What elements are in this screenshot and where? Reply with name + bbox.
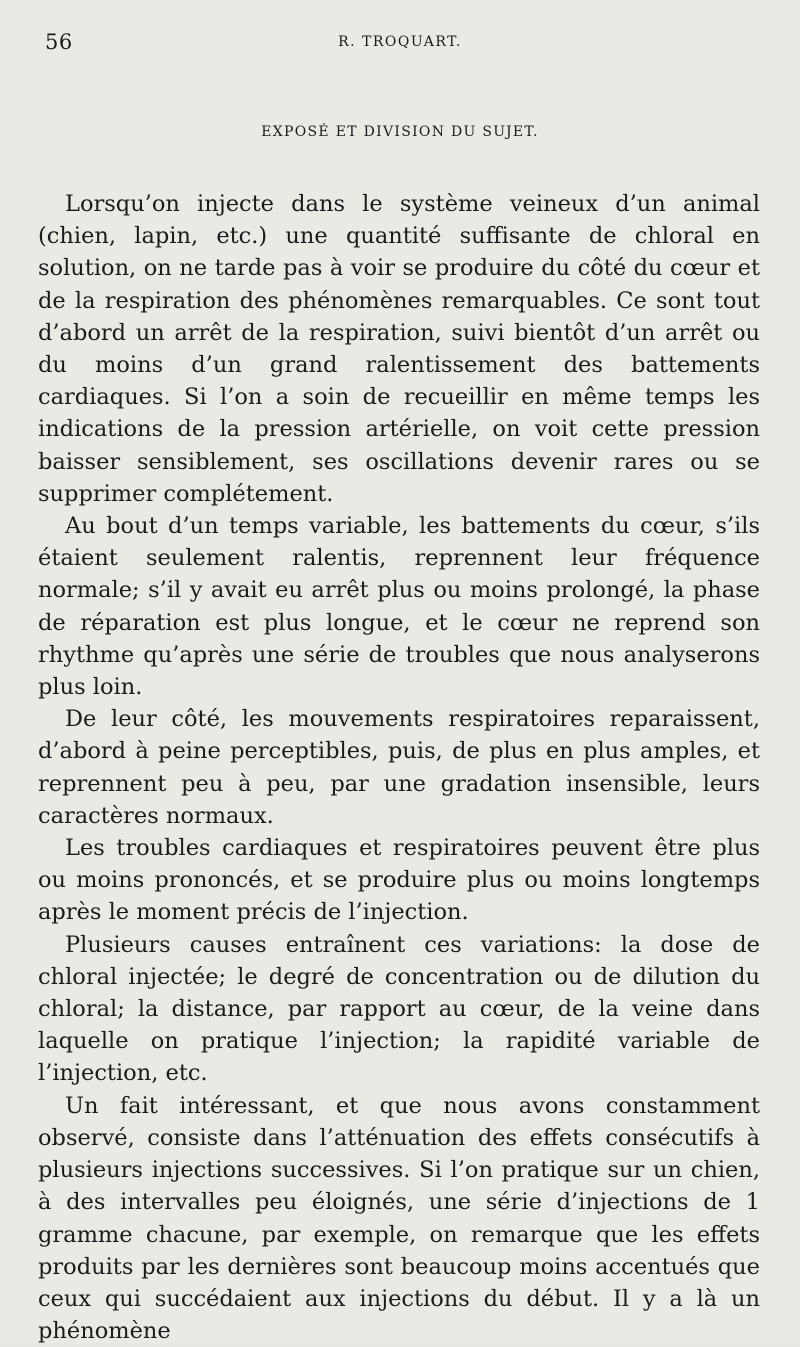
body-text bbox=[38, 188, 760, 1347]
paragraph: Un fait intéressant, et que nous avons constamment observé, consiste dans l’atténuation des effets consécutifs à plusieurs injections successives. Si l’on pratique sur un chien, à des intervalles peu éloignés, une série d’injections de 1 gramme chacune, par exemple, on remarque que les effets produits par les dernières sont beaucoup moins accentués que ceux qui succédaient aux injections du début. Il y a là un phénomène bbox=[38, 1092, 760, 1345]
paragraph: Les troubles cardiaques et respiratoires peuvent être plus ou moins prononcés, et se produire plus ou moins longtemps après le moment précis de l’injection. bbox=[38, 835, 760, 926]
paragraph: De leur côté, les mouvements respiratoires reparaissent, d’abord à peine perceptibles, puis, de plus en plus amples, et reprennent peu à peu, par une gradation insensible, leurs caractères normaux. bbox=[38, 706, 760, 829]
paragraph: Lorsqu’on injecte dans le système veineux d’un animal (chien, lapin, etc.) une quantité suffisante de chloral en solution, on ne tarde pas à voir se produire du côté du cœur et de la respiration des phénomènes remarquables. Ce sont tout d’abord un arrêt de la respiration, suivi bientôt d’un arrêt ou du moins d’un grand ralentissement des battements cardiaques. Si l’on a soin de recueillir en même temps les indications de la pression artérielle, on voit cette pression baisser sensiblement, ses oscillations devenir rares ou se supprimer complétement. bbox=[38, 191, 760, 507]
running-head: R. TROQUART. bbox=[338, 34, 462, 50]
section-title: EXPOSÉ ET DIVISION DU SUJET. bbox=[261, 124, 539, 140]
paragraph: Plusieurs causes entraînent ces variations: la dose de chloral injectée; le degré de concentration ou de dilution du chloral; la distance, par rapport au cœur, de la veine dans laquelle on pratique l’injection; la rapidité variable de l’injection, etc. bbox=[38, 931, 760, 1087]
page-number: 56 bbox=[45, 30, 73, 54]
paragraph: Au bout d’un temps variable, les battements du cœur, s’ils étaient seulement ralentis, reprennent leur fréquence normale; s’il y avait eu arrêt plus ou moins prolongé, la phase de réparation est plus longue, et le cœur ne reprend son rhythme qu’après une série de troubles que nous analyserons plus loin. bbox=[38, 513, 760, 701]
